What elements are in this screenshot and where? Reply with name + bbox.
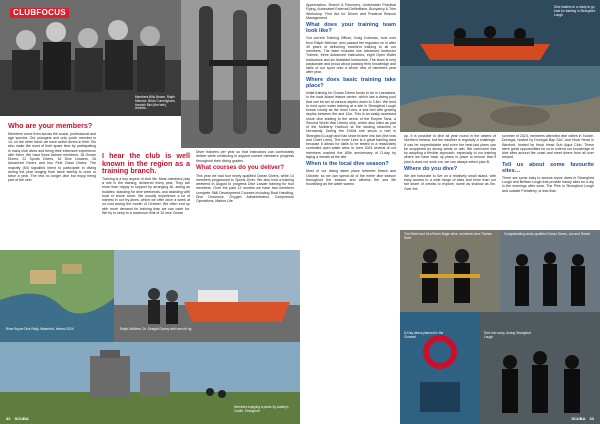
text-courses-intro: Diver trainees per year so that instructors can comfortably deliver while continuing to support current members' progress throughout their diving grades.	[196, 150, 294, 163]
training-boat-photo	[400, 0, 600, 66]
heading-training-team: What does your training team look like?	[306, 22, 396, 35]
river-rally-caption: River Boyne Dive Rally, Waterford, Ireland 2024	[6, 327, 74, 331]
new-boat-caption: Ralph McBrine, Dr. Straight Downy with new rib rig	[120, 327, 192, 331]
text-weather: up. It is possible to dive all year round in the waters of Northern Ireland, but the weather is regularly a challenge. It can be unpredictable and even the best-laid plans can be scuppered by strong winds or rain. We overcome this by adopting a flexible approach, especially to our training where we have back up plans in place to ensure that if plan A does not work out, we can always select plan B.	[404, 134, 496, 164]
river-rally-photo	[0, 250, 114, 342]
heading-basic-training: Where does basic training take place?	[306, 76, 396, 89]
trainee-divers-photo	[400, 230, 500, 312]
ocean-divers-caption: Congratulating newly qualified Ocean Divers, Jan and Robert	[504, 232, 591, 236]
heading-favourite-sites: Tell us about some favourite sites…	[502, 161, 594, 174]
right-magazine-name: SCUBA	[571, 416, 586, 421]
text-courses: This year we had four newly qualified Ocean Divers, while 14 members progressed to Sports Diver. We also hold a training weekend in August to progress Dive Leader training for four members. Over the past 12 months we have had members complete Skill Development Courses including Boat Handling, Dive Cessnock, Oxygen Administration, Compressor Operations, Marine Life	[196, 173, 294, 204]
cylinders-illustration	[181, 0, 300, 148]
heading-who-members: Who are your members?	[8, 121, 93, 130]
group-photo	[0, 0, 181, 116]
heading-courses: What courses do you deliver?	[196, 163, 285, 171]
wreath-illustration	[400, 312, 480, 424]
left-col-2	[102, 150, 190, 245]
trainee-divers-illustration	[400, 230, 500, 312]
left-page-number: 32	[6, 416, 11, 421]
text-favourite-sites: There are some easy to access shore dives in Strangford Lough and Belfast Lough that provide handy sites for a dip in the evenings after work. The Pins in Strangford Lough and outside Portaferry, is less than	[502, 175, 594, 193]
section-tag	[10, 8, 69, 18]
left-col-3	[196, 150, 294, 245]
heading-where-dive: Where do you dive?	[404, 165, 458, 172]
text-dive-season: Most of our diving takes place between March and October, so we can spend all of the entire dive season throughout the season and witness the sea life flourishing as the water warms	[306, 169, 396, 187]
dive-ramp-illustration	[480, 312, 600, 424]
right-page-number: 33	[589, 416, 594, 421]
right-page	[300, 0, 600, 424]
new-boat-photo	[114, 250, 300, 342]
right-folio	[571, 416, 594, 421]
castle-picnic-caption: Members enjoying a picnic by Audley's Castle, Strangford	[234, 405, 289, 413]
castle-picnic-photo	[0, 342, 300, 424]
left-folio	[6, 416, 29, 421]
heading-training-branch: I hear the club is well known in the region as a training branch.	[102, 151, 190, 176]
text-training-branch: Training is a key aspect of club life. Most members play a role in the training, delivered every year. They are more than happy to support by arranging kit, acting as buddies, standing for dive weekends, and assisting with boat or shore cover. We usually experience a lot of interest in our try-dives, which we offer once a week at no cost during the month of October. We often end up with more demand for training than we can cater for. We try to keep to a maximum limit of 10 new Ocean	[102, 176, 190, 215]
right-col-3	[502, 134, 594, 230]
right-col-2	[404, 134, 496, 230]
rocky-shore-illustration	[400, 66, 600, 132]
section-tag-label: CLUBFOCUS	[13, 8, 66, 17]
text-training-team: Our current Training Officer, Craig Coleman, took over from Ralph Melrose, who passed the regulator on in after 49 years of delivering excellent training to all our members. The team includes one Advanced Instructor Trainee, three Advanced Instructors, eight Open Water Instructors and six Assistant Instructors. The team is very passionate and proud about passing their knowledge and skills of our sport onto a whole new of members year after year.	[306, 36, 396, 75]
training-boat-caption: Dive leaders in a ready to go boat for training in Strangford Lough	[554, 5, 596, 17]
heading-dive-season: When is the local dive season?	[306, 161, 389, 168]
text-basic-training: Initial training for Ocean Divers tends to be in Lisnaskea, in the local Island leisure centre, which has a diving pool that can be set at various depths down to 3.8m. We tend to hold open water training at a site in Strangford Lough known locally as the Inner Lees, a sea bed with grazing depths between 5m and 12m. This is an easily accessed shore dive leading to the wreck of the Empire Tana, a Second World War Liberty ship, which also sited as part of the Mulberry Harbour at the landing beaches in Normandy. During the 1940s she struck a reef in Strangford Lough and has since broken into two (the bow and Outer Lees). The Inner Lees is a great training area because it allows for skills to be tested in a reasonably controlled open water area. In June 2024 several of our members marked the 80th anniversary of D-day by laying a wreath at the site.	[306, 91, 396, 159]
wreath-caption: D-Day divers planned in the Channel	[404, 331, 444, 339]
wreath-photo	[400, 312, 480, 424]
text-who-members: Members come from across the social, professional and age spectra. Our youngest and only youth member is 14, on the other hand, we have active divers in their 70s who make the most of their spare time by participating in many club dives and being their extensive experience with them. We have three trainee members, 16 Ocean Divers, 22 Sports Divers, 16 Dive Leaders, 15 Advanced Divers and two First Class Divers. The majority (54) signalled intent to participate in diving during the year ranging from twice weekly to once or twice a year. The rest no longer dive but enjoy being part of the club.	[8, 131, 96, 183]
ocean-divers-photo	[500, 230, 600, 312]
group-photo-caption: Members Billy Brown, Ralph Melrose, Brian Cunningham, Hamish Bird (the late), Andrew…	[135, 95, 176, 111]
ocean-divers-illustration	[500, 230, 600, 312]
right-col-1	[306, 3, 396, 415]
text-dive-rallies: summer of 2024, members attended dive rallies in Toodie, Donegal, hosted by Donegal Bay SAC and Hook Head in Wexford, hosted by Hook Head Sub Aqua Club. These were great opportunities for us to extend our knowledge of dive sites around the coast and meet divers from all over Ireland.	[502, 134, 594, 160]
dive-ramp-photo	[480, 312, 600, 424]
left-magazine-name: SCUBA	[14, 416, 29, 421]
text-where-dive: We are fortunate to live on a relatively small island, with easy access to a wide range of sites and more than our fair share of wrecks to explore, some as shallow as 5m. Over the	[404, 173, 496, 191]
dive-ramp-caption: Dive into ramp, during Strangford Lough	[484, 331, 531, 339]
text-skill-courses: Appreciation, Search & Recovery, Underwater Practical Flying, Automated External Defibrillator, Buoyancy & Trim Workshop, First Aid for Divers and Practical Rescue Management.	[306, 3, 396, 20]
shore-photo	[400, 66, 600, 132]
cylinders-photo	[181, 0, 300, 148]
trainee-divers-caption: The Rebel and Sea Rover Bogie drive, members have Trainee Diver	[404, 232, 493, 240]
